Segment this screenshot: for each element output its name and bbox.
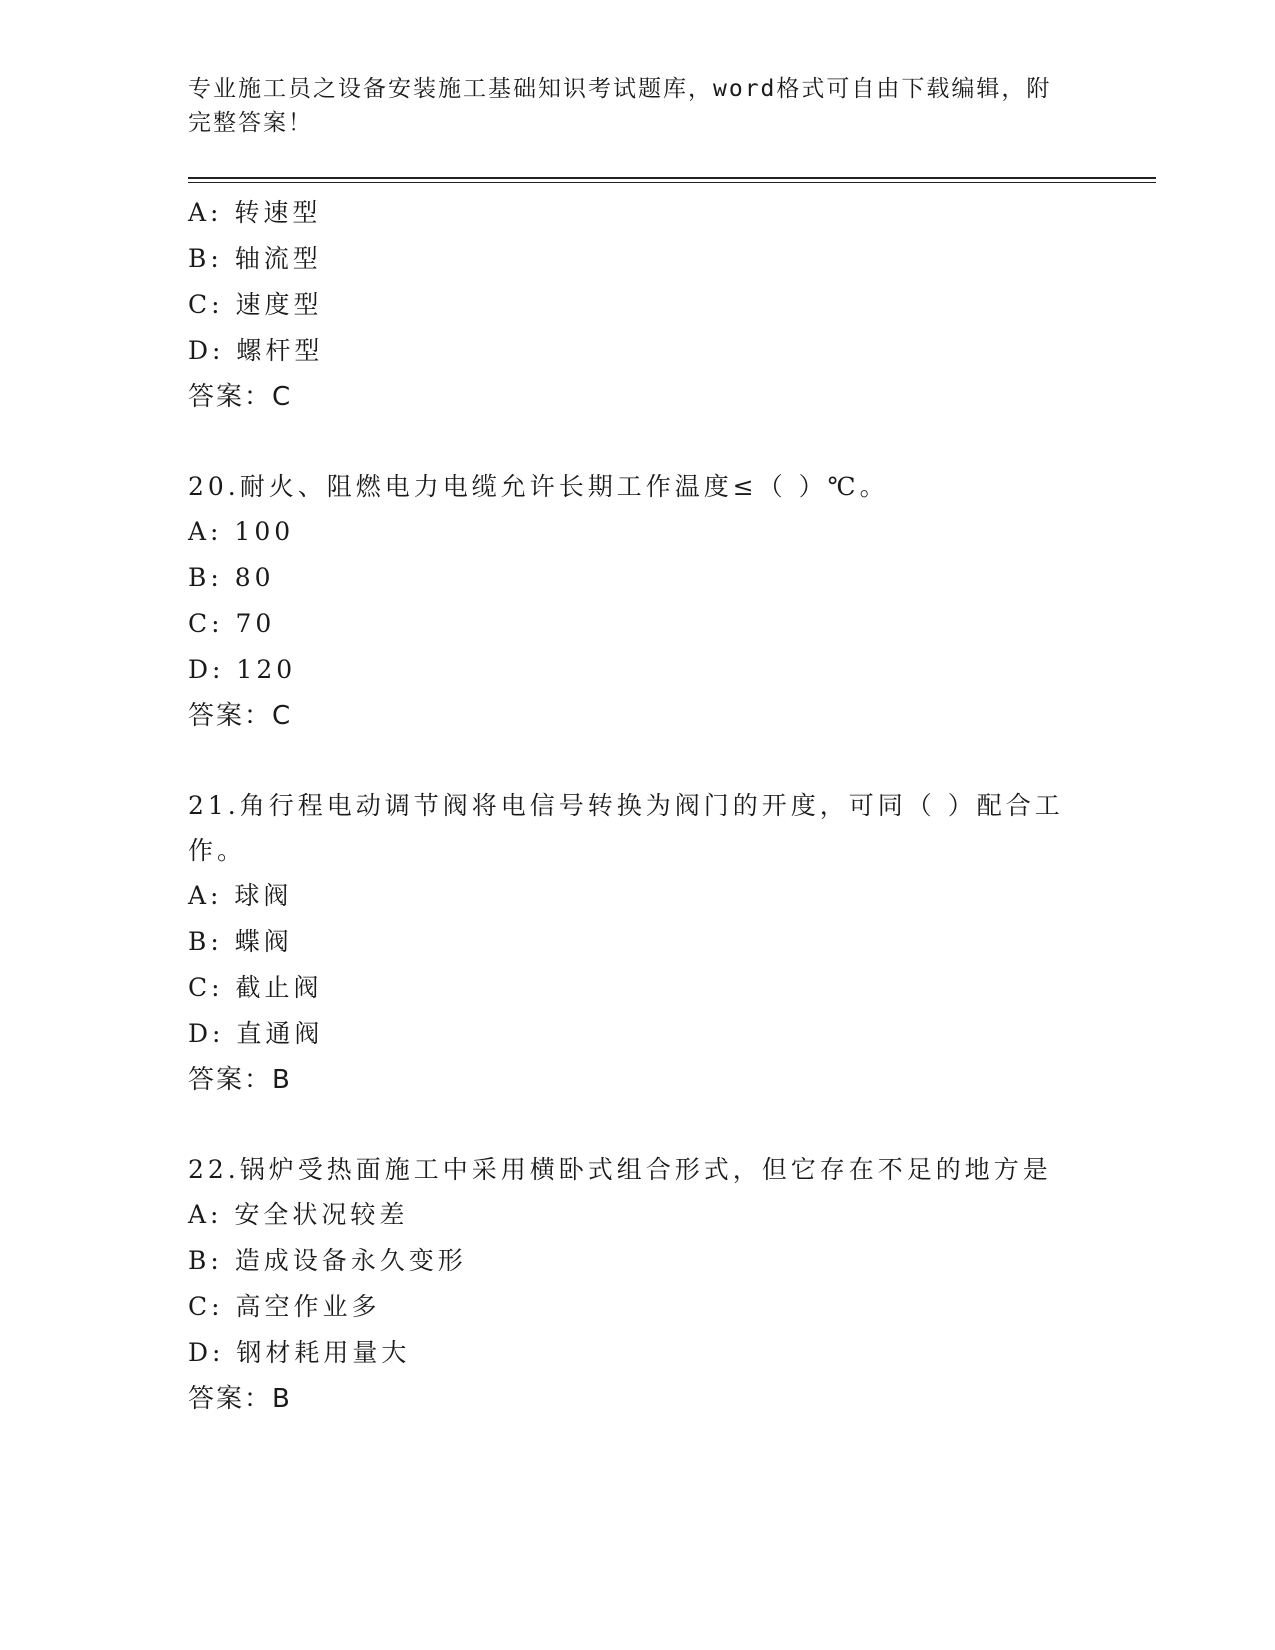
- spacer: [188, 420, 1088, 464]
- option-c: C: 高空作业多: [188, 1292, 381, 1321]
- spacer: [188, 1103, 1088, 1147]
- option-d: D: 直通阀: [188, 1019, 324, 1048]
- question-20: [188, 464, 1088, 739]
- option-a: A: 转速型: [188, 198, 322, 227]
- answer: 答案：C: [188, 701, 293, 731]
- option-c: C: 速度型: [188, 290, 323, 319]
- option-d: D: 120: [188, 655, 297, 684]
- option-d: D: 螺杆型: [188, 336, 324, 365]
- option-b: B: 80: [188, 563, 275, 592]
- header-divider: [188, 177, 1156, 183]
- answer: 答案：B: [188, 1384, 292, 1414]
- document-header: 专业施工员之设备安装施工基础知识考试题库，word格式可自由下载编辑，附完整答案！: [188, 76, 1052, 136]
- question-stem: 22.锅炉受热面施工中采用横卧式组合形式，但它存在不足的地方是: [188, 1155, 1052, 1184]
- option-b: B: 轴流型: [188, 244, 322, 273]
- question-list: [188, 190, 1088, 1422]
- answer: 答案：C: [188, 382, 293, 412]
- spacer: [188, 739, 1088, 783]
- option-a: A: 球阀: [188, 881, 293, 910]
- answer: 答案：B: [188, 1065, 292, 1095]
- question-21: [188, 783, 1088, 1103]
- option-d: D: 钢材耗用量大: [188, 1338, 411, 1367]
- option-c: C: 截止阀: [188, 973, 323, 1002]
- question-stem: 21.角行程电动调节阀将电信号转换为阀门的开度，可同（ ）配合工作。: [188, 791, 1064, 865]
- question-22: [188, 1147, 1088, 1422]
- option-a: A: 100: [188, 517, 295, 546]
- option-c: C: 70: [188, 609, 276, 638]
- option-b: B: 蝶阀: [188, 927, 293, 956]
- option-a: A: 安全状况较差: [188, 1200, 409, 1229]
- question-19: [188, 190, 1088, 420]
- question-stem: 20.耐火、阻燃电力电缆允许长期工作温度≤（ ）℃。: [188, 472, 889, 501]
- option-b: B: 造成设备永久变形: [188, 1246, 467, 1275]
